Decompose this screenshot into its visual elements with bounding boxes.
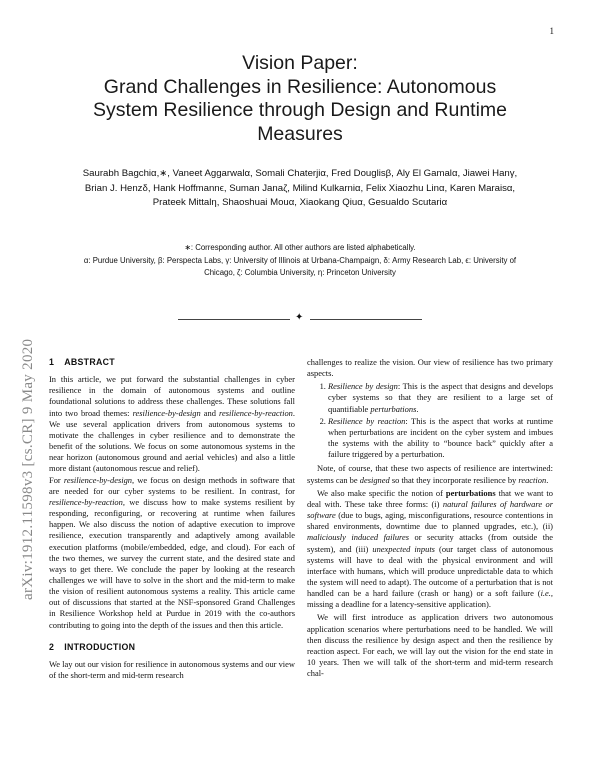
resilience-aspects-list [307, 381, 553, 460]
paper-title [50, 52, 550, 146]
authors-line-1: Saurabh Bagchiα,∗, Vaneet Aggarwalα, Somali Chaterjiα, Fred Douglisβ, Aly El Gamalα, Jiawei Hanγ, [82, 168, 518, 179]
introduction-paragraph-2: Note, of course, that these two aspects of resilience are intertwined: systems can be designed so that they incorporate resilience by reaction. [307, 463, 553, 485]
arxiv-identifier-stamp: arXiv:1912.11598v3 [cs.CR] 9 May 2020 [20, 338, 36, 600]
right-column [307, 357, 553, 679]
abstract-heading: 1 ABSTRACT [49, 357, 115, 367]
section-divider [178, 313, 422, 325]
list-item: 1. Resilience by design: This is the aspect that designs and develops cyber systems so that they are resilient to a large set of quantifiable perturbations. [328, 381, 553, 414]
introduction-paragraph-1-end: challenges to realize the vision. Our view of resilience has two primary aspects. [307, 357, 553, 379]
introduction-paragraph-1-start: We lay out our vision for resilience in autonomous systems and our view of the short-term and mid-term research [49, 658, 295, 681]
title-line-1: Vision Paper: [242, 52, 358, 74]
divider-line-right [310, 319, 422, 320]
introduction-paragraph-4: We will first introduce as application drivers two autonomous application scenarios where perturbations need to be handled. We will then discuss the resilience by design aspect and then the resilience by reaction aspect. For each, we will lay out the vision for the end state in 10 years. Then we will talk of the short-term and mid-term research chal- [307, 612, 553, 679]
affiliations [60, 242, 540, 280]
title-line-4: Measures [257, 122, 343, 145]
corresponding-author-note: ∗: Corresponding author. All other authors are listed alphabetically. [184, 243, 416, 252]
left-column [49, 357, 295, 681]
affiliations-line-3: Chicago, ζ: Columbia University, η: Princeton University [204, 268, 396, 277]
divider-star-icon: ✦ [295, 312, 304, 323]
authors-line-2: Brian J. Henzδ, Hank Hoffmannϵ, Suman Janaζ, Milind Kulkarniα, Felix Xiaozhu Linα, Karen Maraisα, [84, 182, 516, 194]
affiliations-line-2: α: Purdue University, β: Perspecta Labs, γ: University of Illinois at Urbana-Champaign, δ: Army Research Lab, ϵ: University of [83, 255, 517, 265]
abstract-paragraph-1: In this article, we put forward the substantial challenges in cyber resilience in the domain of autonomous systems and outline foundational solutions to address these challenges. These solutions fall into two broad themes: resilience-by-design and resilience-by-reaction. We use several application drivers from autonomous systems to motivate the challenges in cyber resilience and to demonstrate the benefit of the solutions. We focus on some autonomous systems in the near horizon (autonomous ground and aerial vehicles) and also a little more distant (autonomous rescue and relief). [49, 374, 295, 474]
title-line-3: System Resilience through Design and Runtime [92, 99, 508, 121]
title-line-2: Grand Challenges in Resilience: Autonomous [103, 75, 497, 98]
authors-line-3: Prateek Mittalη, Shaoshuai Mouα, Xiaokang Qiuα, Gesualdo Scutariα [152, 197, 448, 208]
list-item: 2. Resilience by reaction: This is the aspect that works at runtime when perturbations are incident on the cyber system and imbues the systems with the ability to “bounce back” quickly after a failure triggered by a perturbation. [328, 416, 553, 461]
author-list [60, 167, 540, 211]
introduction-heading: 2 INTRODUCTION [49, 641, 136, 652]
introduction-paragraph-3: We also make specific the notion of perturbations that we want to deal with. These take three forms: (i) natural failures of hardware or software (due to bugs, aging, misconfigurations, resource contentions in shared environments, downtime due to planned upgrades, etc.), (ii) maliciously induced failures or security attacks (from outside the system), and (iii) unexpected inputs (our target class of autonomous systems will have to deal with the physical environment and will interface with humans, which will produce unpredictable data to which the system will need to adapt). The outcome of a perturbation that is not handled can be a hard failure (crash or hang) or a soft failure (i.e., missing a deadline for a latency-sensitive application). [307, 487, 553, 610]
abstract-paragraph-2: For resilience-by-design, we focus on design methods in software that are needed for our cyber systems to be resilient. In contrast, for resilience-by-reaction, we discuss how to make systems resilient by responding, reconfiguring, or recovering at runtime when failures happen. We also discuss the notion of adaptive execution to improve resilience, execution transparently and adaptively among available execution platforms (mobile/embedded, edge, and cloud). For each of the two themes, we survey the current state, and the desired state and ways to get there. We conclude the paper by looking at the research challenges we will have to solve in the short and the mid-term to make the vision of resilient autonomous systems a reality. This article came out of discussions that started at the NSF-sponsored Grand Challenges in Resilience Workshop held at Purdue in 2019 with the co-authors contributing to going into the depth of the issues and then this article. [49, 474, 295, 630]
page-number: 1 [549, 26, 554, 36]
divider-line-left [178, 319, 290, 320]
